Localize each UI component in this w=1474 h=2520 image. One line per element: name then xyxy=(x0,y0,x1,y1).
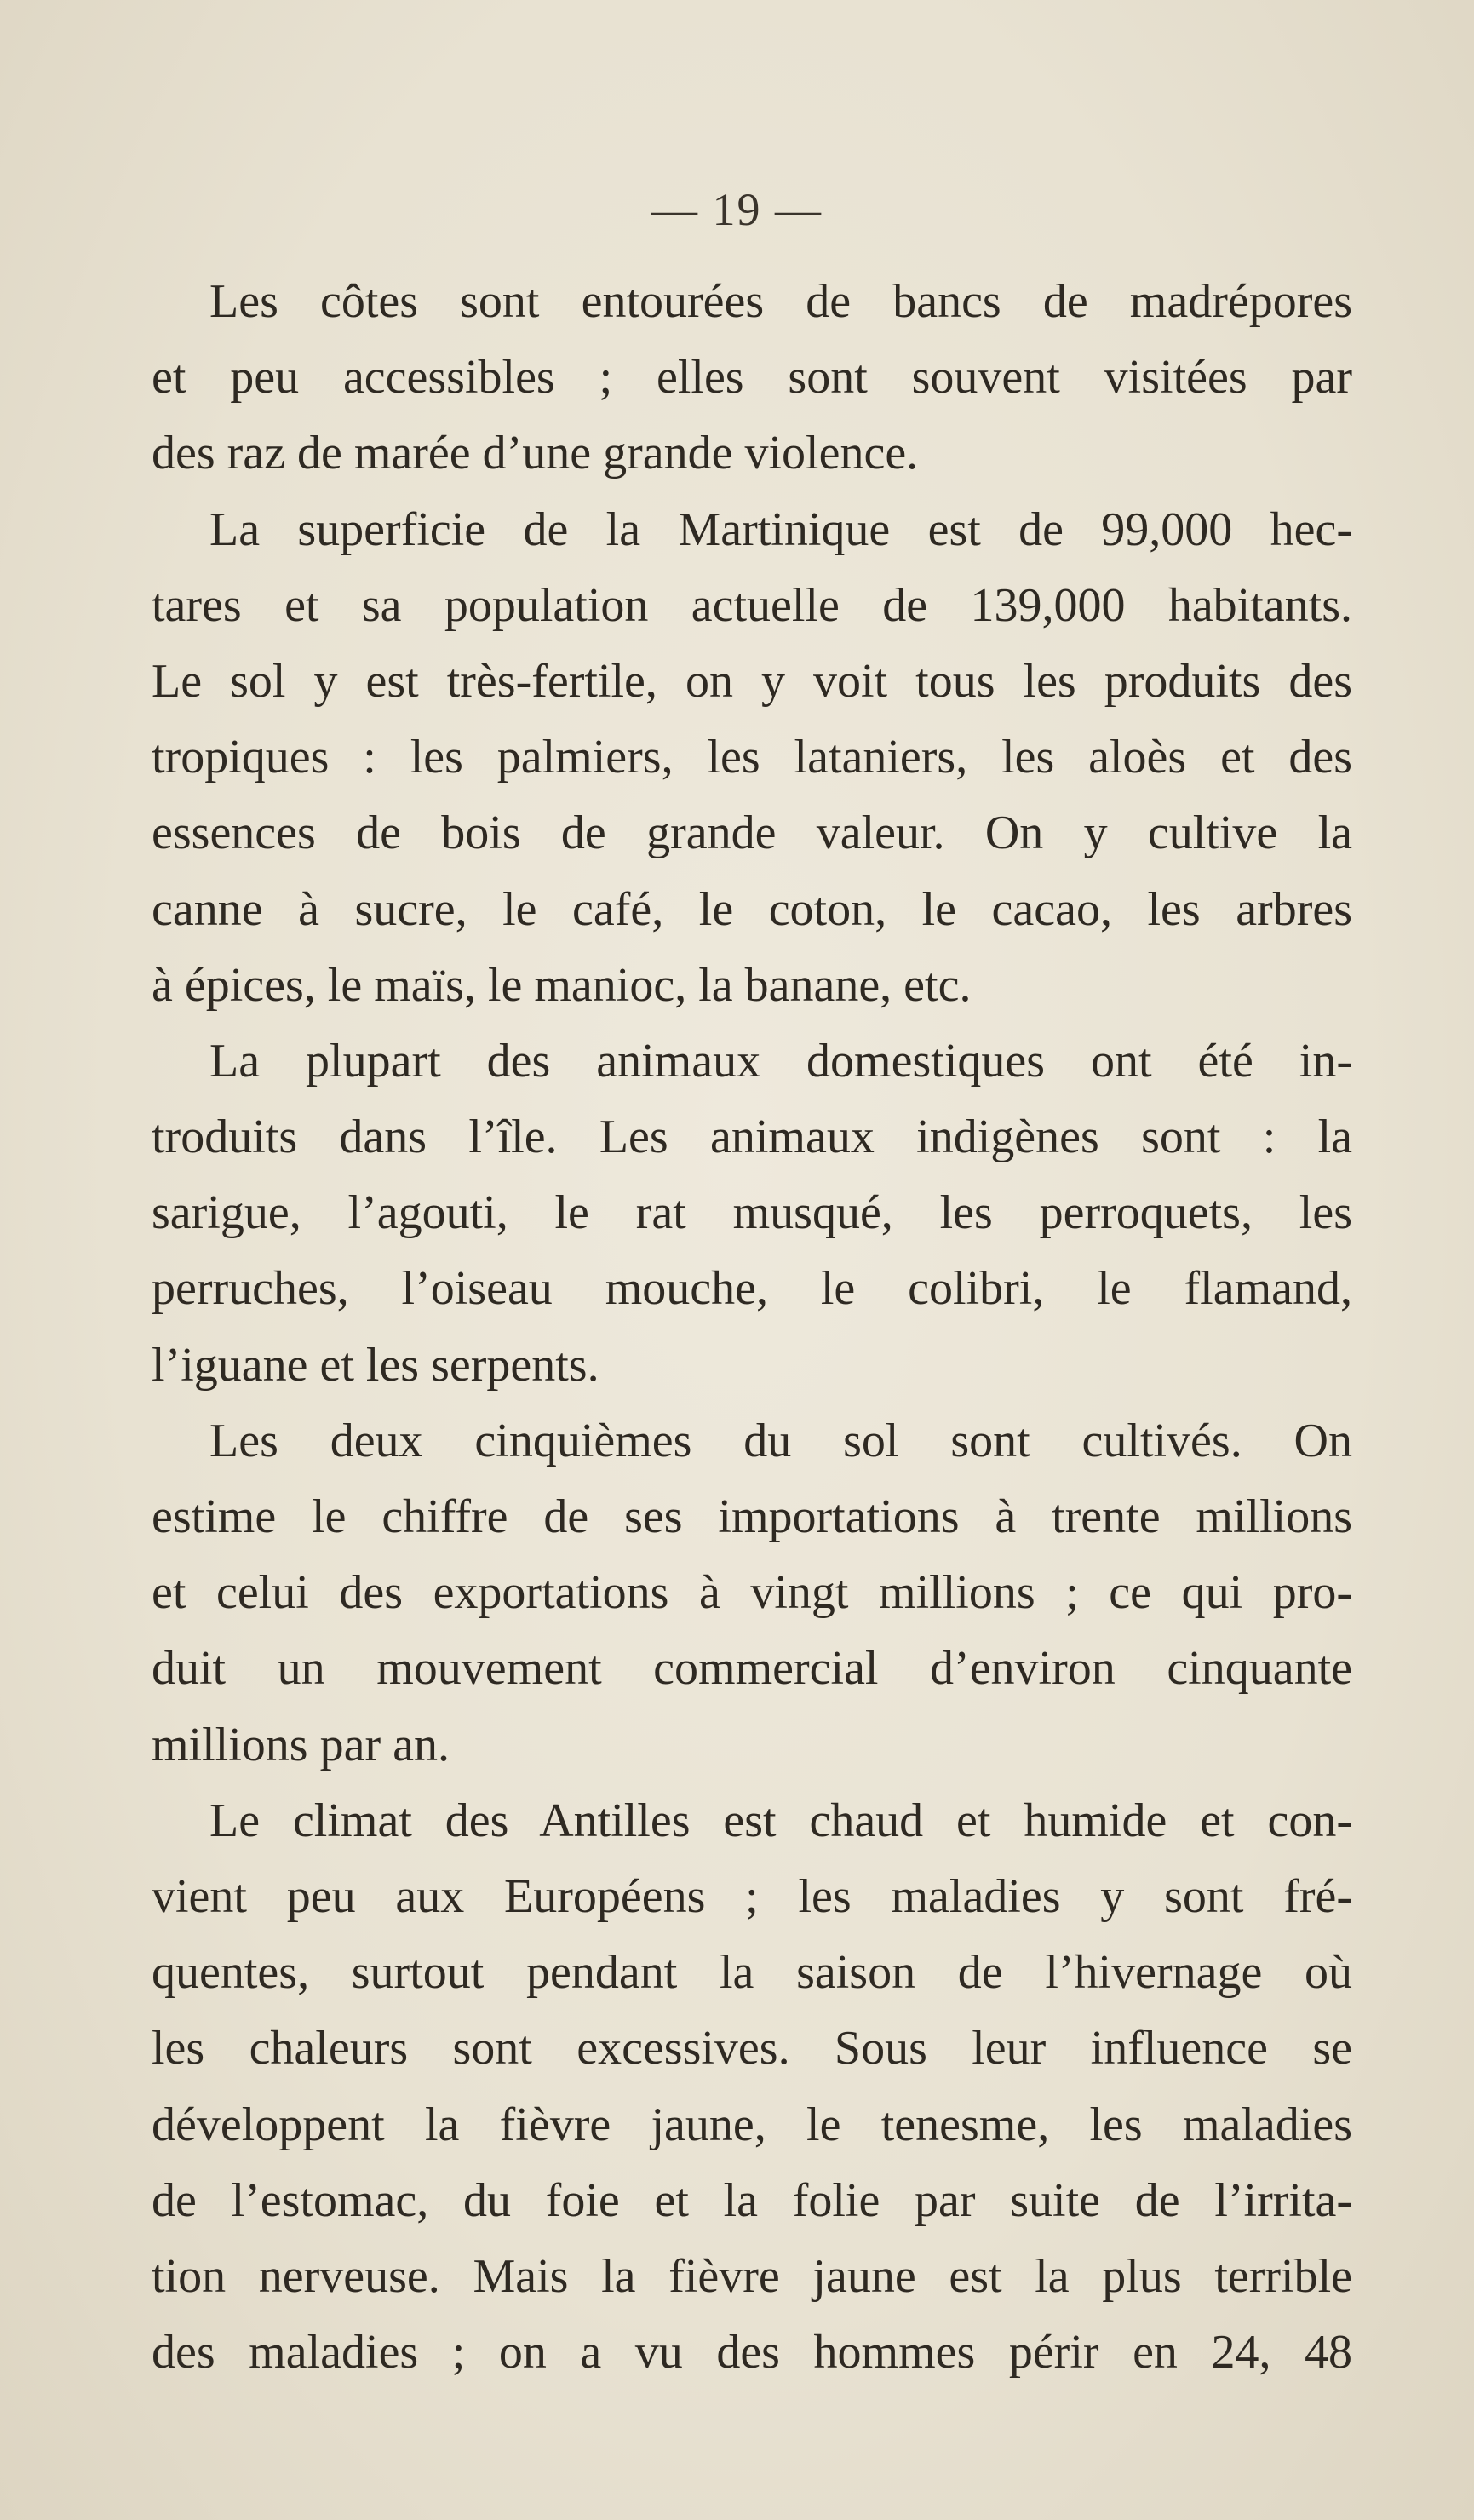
text-line: de l’estomac, du foie et la folie par suite de l’irrita- xyxy=(152,2173,1352,2227)
text-line: Les deux cinquièmes du sol sont cultivés. On xyxy=(209,1414,1352,1467)
text-line: Le sol y est très-fertile, on y voit tous les produits des xyxy=(152,654,1352,708)
text-line: duit un mouvement commercial d’environ cinquante xyxy=(152,1642,1352,1696)
text-line: sarigue, l’agouti, le rat musqué, les perroquets, les xyxy=(152,1186,1352,1240)
text-line: tropiques : les palmiers, les lataniers, les aloès et des xyxy=(152,731,1352,784)
text-line: Les côtes sont entourées de bancs de madrépores xyxy=(209,275,1352,328)
text-line: à épices, le maïs, le manioc, la banane, etc. xyxy=(152,958,972,1012)
page-number: — 19 — xyxy=(651,184,823,235)
text-line: développent la fièvre jaune, le tenesme, les maladies xyxy=(152,2098,1352,2151)
text-line: des maladies ; on a vu des hommes périr en 24, 48 xyxy=(152,2326,1352,2379)
text-line: l’iguane et les serpents. xyxy=(152,1338,599,1392)
text-line: tares et sa population actuelle de 139,000 habitants. xyxy=(152,578,1352,632)
text-line: millions par an. xyxy=(152,1718,450,1771)
text-line: canne à sucre, le café, le coton, le cacao, les arbres xyxy=(152,882,1352,936)
text-line: perruches, l’oiseau mouche, le colibri, le flamand, xyxy=(152,1262,1352,1316)
text-line: et peu accessibles ; elles sont souvent visitées par xyxy=(152,351,1352,405)
text-line: les chaleurs sont excessives. Sous leur influence se xyxy=(152,2022,1352,2075)
text-line: vient peu aux Européens ; les maladies y sont fré- xyxy=(152,1869,1352,1923)
body-text xyxy=(152,264,1352,2391)
text-line: La superficie de la Martinique est de 99,000 hec- xyxy=(209,502,1352,556)
text-line: Le climat des Antilles est chaud et humide et con- xyxy=(209,1794,1352,1847)
text-line: et celui des exportations à vingt millions ; ce qui pro- xyxy=(152,1566,1352,1620)
text-line: troduits dans l’île. Les animaux indigènes sont : la xyxy=(152,1111,1352,1164)
text-line: estime le chiffre de ses importations à trente millions xyxy=(152,1490,1352,1543)
text-line: tion nerveuse. Mais la fièvre jaune est la plus terrible xyxy=(152,2249,1352,2303)
text-line: des raz de marée d’une grande violence. xyxy=(152,427,919,480)
text-line: quentes, surtout pendant la saison de l’hivernage où xyxy=(152,1946,1352,2000)
text-line: essences de bois de grande valeur. On y cultive la xyxy=(152,807,1352,860)
text-line: La plupart des animaux domestiques ont été in- xyxy=(209,1034,1352,1088)
